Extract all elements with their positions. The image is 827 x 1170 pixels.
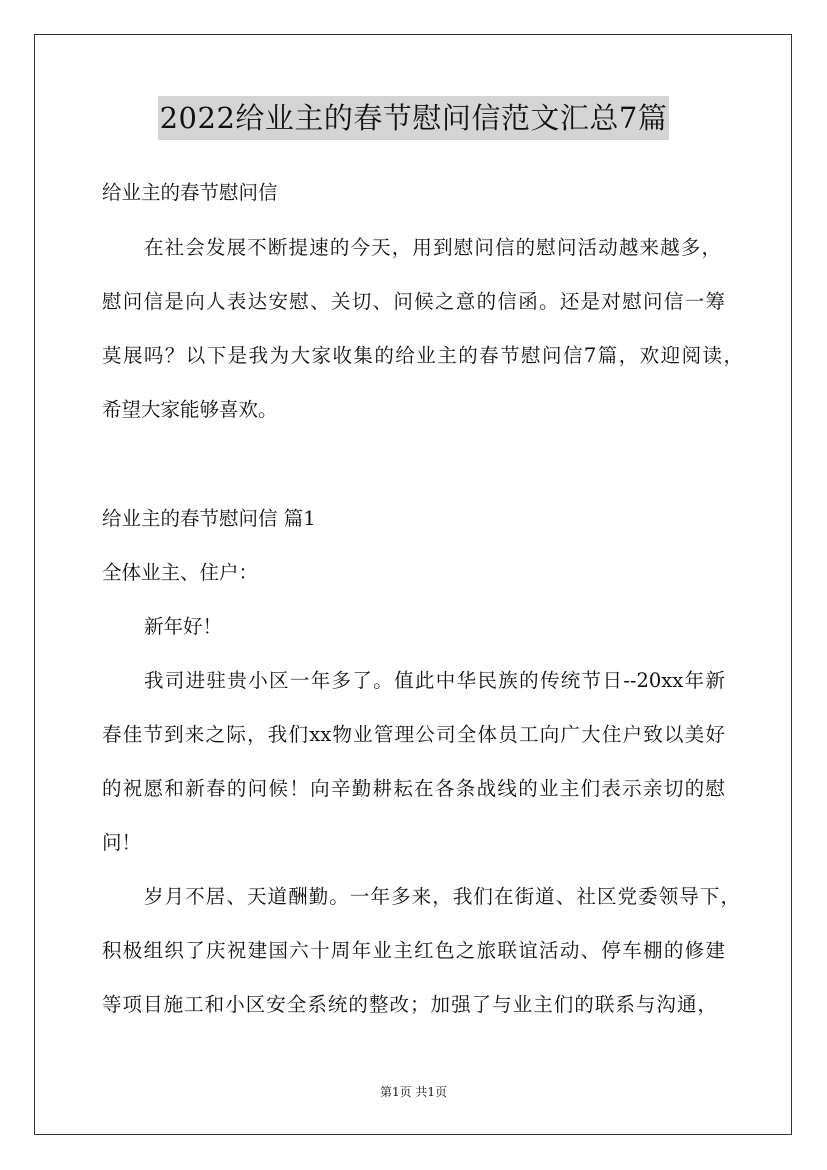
intro-line: 在社会发展不断提速的今天，用到慰问信的慰问活动越来越多， <box>144 236 721 259</box>
greeting: 新年好！ <box>144 615 223 638</box>
intro-line: 莫展吗？以下是我为大家收集的给业主的春节慰问信7篇，欢迎阅读， <box>102 344 743 367</box>
paragraph-line: 等项目施工和小区安全系统的整改；加强了与业主们的联系与沟通， <box>102 993 717 1016</box>
paragraph-line: 积极组织了庆祝建国六十周年业主红色之旅联谊活动、停车棚的修建 <box>102 939 725 962</box>
paragraph-line: 春佳节到来之际，我们xx物业管理公司全体员工向广大住户致以美好 <box>102 723 725 746</box>
section-heading: 给业主的春节慰问信 篇1 <box>102 507 316 530</box>
paragraph-line: 我司进驻贵小区一年多了。值此中华民族的传统节日--20xx年新 <box>144 669 725 692</box>
document-title: 2022给业主的春节慰问信范文汇总7篇 <box>158 96 670 140</box>
intro-line: 慰问信是向人表达安慰、关切、问候之意的信函。还是对慰问信一筹 <box>102 290 725 313</box>
salutation: 全体业主、住户： <box>102 561 259 584</box>
title-container <box>0 96 827 140</box>
intro-line: 希望大家能够喜欢。 <box>102 398 278 421</box>
intro-heading: 给业主的春节慰问信 <box>102 181 278 204</box>
paragraph-line: 岁月不居、天道酬勤。一年多来，我们在街道、社区党委领导下， <box>144 885 740 908</box>
page-footer: 第1页 共1页 <box>379 1085 448 1099</box>
paragraph-line: 问！ <box>102 831 142 854</box>
paragraph-line: 的祝愿和新春的问候！向辛勤耕耘在各条战线的业主们表示亲切的慰 <box>102 777 725 800</box>
